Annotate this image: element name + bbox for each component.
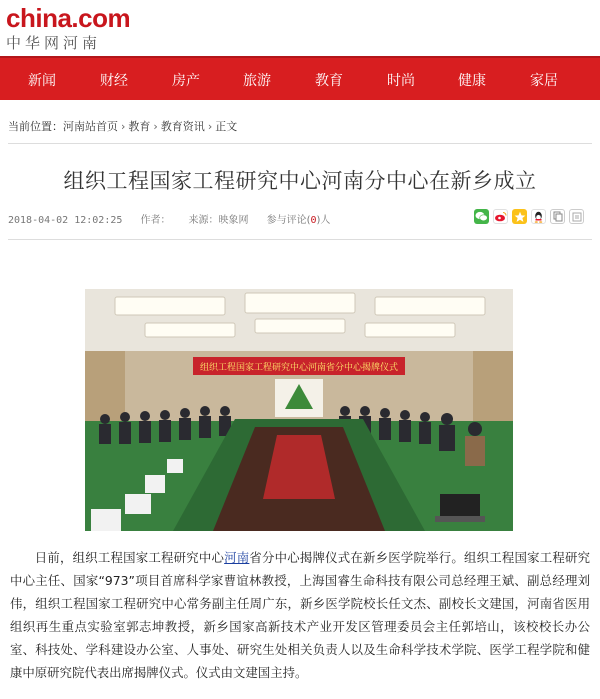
article-title: 组织工程国家工程研究中心河南分中心在新乡成立	[63, 169, 537, 193]
logo-wordmark	[6, 4, 130, 32]
nav-item-realestate[interactable]: 房产	[172, 73, 200, 89]
source-label: 来源：	[188, 215, 219, 226]
article-meta: 2018-04-02 12:02:25 作者： 来源：映象网 参与评论(0)人	[8, 215, 331, 226]
breadcrumb	[8, 118, 237, 134]
author-label: 作者：	[140, 215, 171, 226]
nav-item-health[interactable]: 健康	[458, 73, 486, 89]
breadcrumb-separator: ›	[207, 120, 213, 133]
meeting-room-illustration	[85, 289, 513, 531]
share-bar	[474, 209, 584, 225]
henan-link[interactable]: 河南	[224, 550, 250, 565]
nav-item-travel[interactable]: 旅游	[243, 73, 271, 89]
main-nav	[0, 56, 600, 100]
article-datetime: 2018-04-02 12:02:25	[8, 215, 123, 226]
logo-main-text: china	[6, 3, 72, 33]
article-body-part2: 省分中心揭牌仪式在新乡医学院举行。组织工程国家工程研究中心主任、国家“973”项目首席科学家曹谊林教授，上海国睿生命科技有限公司总经理王斌、副总经理刘伟，组织工程国家工程研究中心常务副主任周广东，新乡医学院校长任文杰、副校长文建国，河南省医用组织再生重点实验室郭志坤教授，新乡国家高新技术产业开发区管理委员会主任郭培山，该校校长办公室、科技处、学科建设办公室、人事处、研究生处相关负责人以及生命科学技术学院、医学工程学院和健康中原研究院代表出席揭牌仪式。仪式由文建国主持。	[10, 550, 591, 680]
more-icon[interactable]	[569, 209, 584, 224]
article-body	[10, 546, 590, 684]
logo-dot-text: .com	[71, 3, 131, 33]
breadcrumb-home[interactable]: 河南站首页	[63, 120, 118, 133]
breadcrumb-prefix: 当前位置：	[8, 120, 63, 133]
nav-item-fashion[interactable]: 时尚	[387, 73, 415, 89]
qzone-icon[interactable]	[512, 209, 527, 224]
breadcrumb-education-news[interactable]: 教育资讯	[160, 120, 205, 133]
breadcrumb-divider	[8, 143, 592, 144]
comments-unit: 人	[320, 215, 331, 226]
article-photo	[85, 289, 513, 531]
banner-text: 组织工程国家工程研究中心河南省分中心揭牌仪式	[199, 363, 399, 373]
nav-item-news[interactable]: 新闻	[28, 73, 56, 89]
qq-icon[interactable]	[531, 209, 546, 224]
nav-item-finance[interactable]: 财经	[100, 73, 128, 89]
site-logo[interactable]	[6, 4, 130, 52]
article-body-part1: 日前，组织工程国家工程研究中心	[34, 550, 225, 565]
meta-divider	[8, 239, 592, 240]
site-header	[0, 0, 600, 56]
comments-count[interactable]: 0	[310, 215, 317, 226]
copy-icon[interactable]	[550, 209, 565, 224]
comments-label[interactable]: 参与评论	[266, 215, 307, 226]
wechat-icon[interactable]	[474, 209, 489, 224]
breadcrumb-education[interactable]: 教育	[128, 120, 151, 133]
weibo-icon[interactable]	[493, 209, 508, 224]
logo-subtitle: 中华网河南	[6, 34, 102, 52]
breadcrumb-current: 正文	[215, 120, 238, 133]
article-source: 映象网	[218, 215, 249, 226]
breadcrumb-separator: ›	[121, 120, 126, 133]
nav-item-home[interactable]: 家居	[530, 73, 558, 89]
nav-item-education[interactable]: 教育	[315, 73, 343, 89]
breadcrumb-separator: ›	[153, 120, 158, 133]
